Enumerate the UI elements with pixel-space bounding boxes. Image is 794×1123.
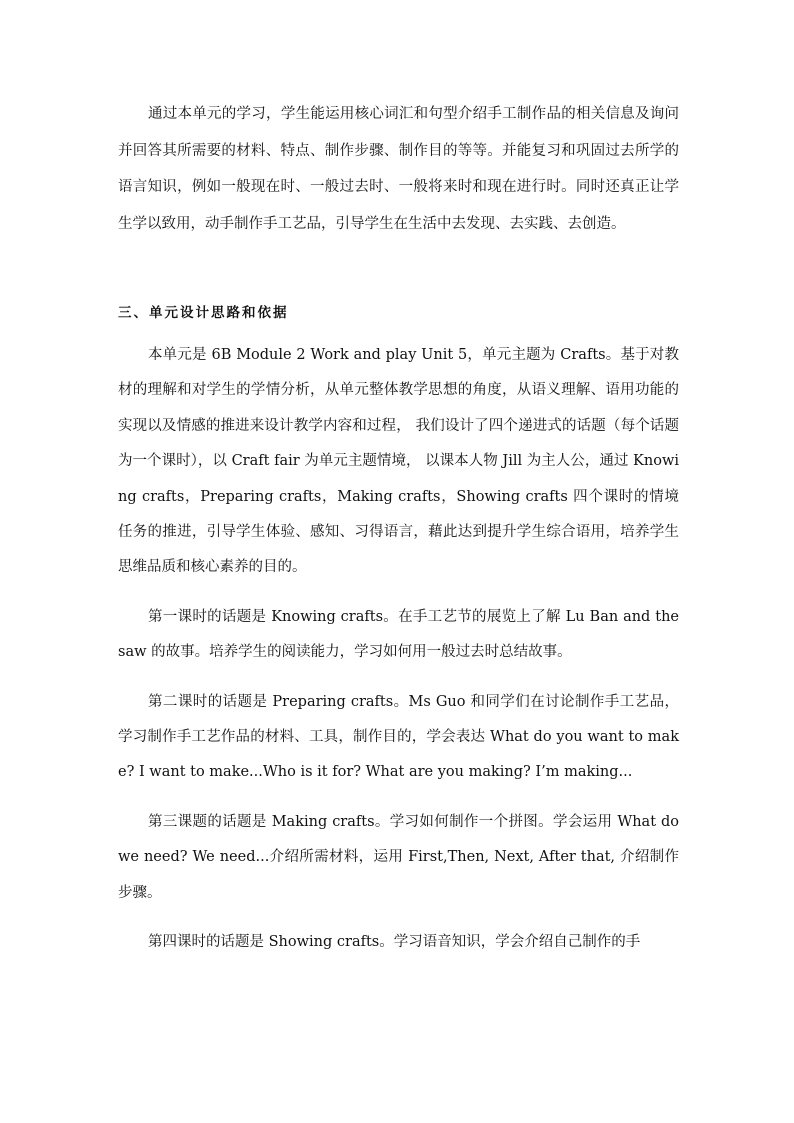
paragraph-unit-design: 本单元是 6B Module 2 Work and play Unit 5，单元主题为 Crafts。基于对教材的理解和对学生的学情分析，从单元整体教学思想的角度，从语义理解、语用功能的实现以及情感的推进来设计教学内容和过程， 我们设计了四个递进式的话题（每个话题为一个课时），以 Craft fair 为单元主题情境， 以课本人物 Jill 为主人公，通过 Knowing crafts，Preparing crafts，Making crafts，Showing crafts 四个课时的情境任务的推进，引导学生体验、感知、习得语言，藉此达到提升学生综合语用，培养学生思维品质和核心素养的目的。 bbox=[118, 347, 679, 576]
paragraph-lesson-1: 第一课时的话题是 Knowing crafts。在手工艺节的展览上了解 Lu Ban and the saw 的故事。培养学生的阅读能力，学习如何用一般过去时总结故事。 bbox=[118, 608, 679, 661]
paragraph-lesson-4: 第四课时的话题是 Showing crafts。学习语音知识，学会介绍自己制作的手 bbox=[148, 934, 641, 951]
intro-paragraph: 通过本单元的学习，学生能运用核心词汇和句型介绍手工制作品的相关信息及询问并回答其所需要的材料、特点、制作步骤、制作目的等等。并能复习和巩固过去所学的语言知识，例如一般现在时、一般过去时、一般将来时和现在进行时。同时还真正让学生学以致用，动手制作手工艺品，引导学生在生活中去发现、去实践、去创造。 bbox=[118, 106, 679, 232]
paragraph-lesson-2: 第二课时的话题是 Preparing crafts。Ms Guo 和同学们在讨论制作手工艺品，学习制作手工艺作品的材料、工具，制作目的，学会表达 What do you want to make? I want to make...Who is it for? What are you making? I’m making... bbox=[118, 693, 679, 781]
paragraph-lesson-3: 第三课题的话题是 Making crafts。学习如何制作一个拼图。学会运用 What do we need? We need...介绍所需材料，运用 First,Then, Next, After that, 介绍制作步骤。 bbox=[118, 813, 679, 901]
section-heading: 三、单元设计思路和依据 bbox=[118, 305, 289, 321]
